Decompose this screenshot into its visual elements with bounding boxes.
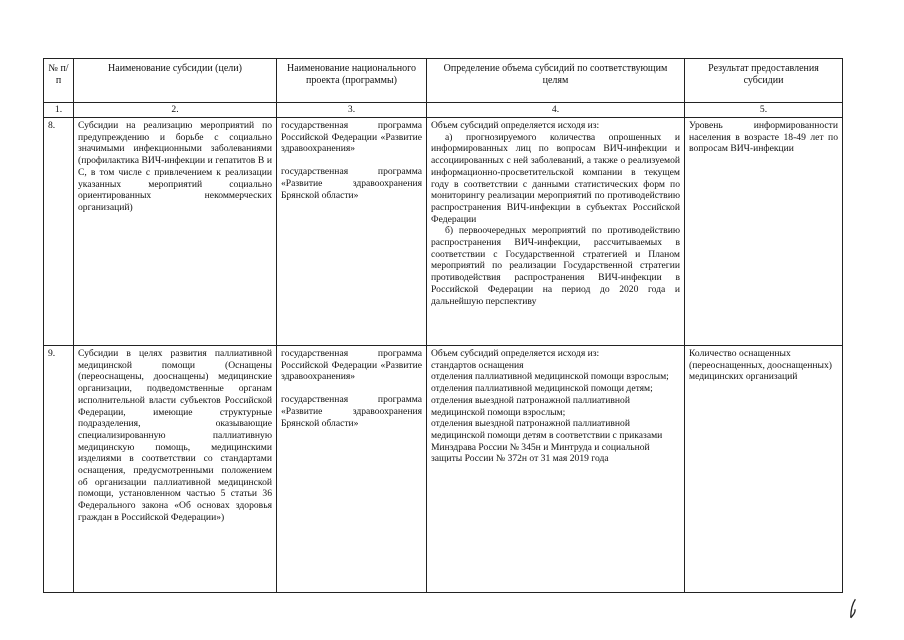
column-number: 1. xyxy=(44,103,74,118)
volume-line: отделения выездной патронажной паллиативной медицинской помощи взрослым; xyxy=(431,394,630,418)
project-regional: государственная программа «Развитие здравоохранения Брянской области» xyxy=(281,394,422,429)
header-project-name: Наименование национального проекта (программы) xyxy=(277,59,427,103)
column-number: 4. xyxy=(427,103,685,118)
volume-definition-cell xyxy=(427,346,685,593)
volume-line: Объем субсидий определяется исходя из: xyxy=(431,348,600,359)
volume-line: отделения выездной патронажной паллиативной медицинской помощи детям в соответствии с приказами Минздрава России № 345н и Минтруда и социальной защиты России № 372н от 31 мая 2019 года xyxy=(431,418,663,465)
project-federal: государственная программа Российской Федерации «Развитие здравоохранения» xyxy=(281,120,422,155)
volume-line: отделения паллиативной медицинской помощи взрослым; xyxy=(431,371,669,383)
table-row xyxy=(44,346,843,593)
document-sheet xyxy=(43,58,842,593)
spacer xyxy=(281,155,422,166)
result-cell: Уровень информированности населения в возрасте 18-49 лет по вопросам ВИЧ-инфекции xyxy=(685,118,843,346)
result-cell: Количество оснащенных (переоснащенных, дооснащенных) медицинских организаций xyxy=(685,346,843,593)
volume-item-b: б) первоочередных мероприятий по противодействию распространения ВИЧ-инфекции, рассчитываемых в соответствии с Государственной стратегией и Планом мероприятий по реализации Государственной стратегии противодействия распространения ВИЧ-инфекции в Российской Федерации на период до 2020 года и дальнейшую перспективу xyxy=(431,225,680,307)
project-cell xyxy=(277,346,427,593)
volume-item-a: а) прогнозируемого количества опрошенных и информированных лиц по вопросам ВИЧ-инфекции и ассоциированных с ней заболеваний, а также о реализуемой информационно-просветительской компании в текущем году в соответствии с данными статистических форм по мониторингу реализации мероприятий по противодействию распространения ВИЧ-инфекции в субъектах Российской Федерации xyxy=(431,131,680,225)
table-row xyxy=(44,118,843,346)
row-number: 9. xyxy=(44,346,74,593)
header-volume-definition: Определение объема субсидий по соответствующим целям xyxy=(427,59,685,103)
project-federal: государственная программа Российской Федерации «Развитие здравоохранения» xyxy=(281,348,422,383)
column-number: 2. xyxy=(74,103,277,118)
header-num: № п/п xyxy=(44,59,74,103)
spacer xyxy=(281,383,422,394)
project-cell xyxy=(277,118,427,346)
volume-definition-cell xyxy=(427,118,685,346)
volume-intro: Объем субсидий определяется исходя из: xyxy=(431,120,600,131)
table-header-row xyxy=(44,59,843,103)
volume-line: отделения паллиативной медицинской помощи детям; xyxy=(431,383,653,395)
project-regional: государственная программа «Развитие здравоохранения Брянской области» xyxy=(281,166,422,201)
row-number: 8. xyxy=(44,118,74,346)
header-result: Результат предоставления субсидии xyxy=(685,59,843,103)
column-number-row xyxy=(44,103,843,118)
header-subsidy-name: Наименование субсидии (цели) xyxy=(74,59,277,103)
subsidy-name-cell: Субсидии на реализацию мероприятий по предупреждению и борьбе с социально значимыми инфекционными заболеваниями (профилактика ВИЧ-инфекции и гепатитов В и С, в том числе с привлечением к реализации указанных мероприятий социально ориентированных некоммерческих организаций) xyxy=(74,118,277,346)
column-number: 5. xyxy=(685,103,843,118)
subsidies-table xyxy=(43,58,843,593)
handwritten-mark xyxy=(847,597,860,620)
column-number: 3. xyxy=(277,103,427,118)
subsidy-name-cell: Субсидии в целях развития паллиативной медицинской помощи (Оснащены (переоснащены, дооснащены) медицинские организации, подведомственные органам исполнительной власти субъектов Российской Федерации, имеющие структурные подразделения, оказывающие специализированную паллиативную медицинскую помощь, медицинскими изделиями в соответствии со стандартами оснащения, предусмотренными положением об организации паллиативной медицинской помощи, установленном частью 5 статьи 36 Федерального закона «Об основах здоровья граждан в Российской Федерации») xyxy=(74,346,277,593)
volume-line: стандартов оснащения xyxy=(431,359,524,371)
